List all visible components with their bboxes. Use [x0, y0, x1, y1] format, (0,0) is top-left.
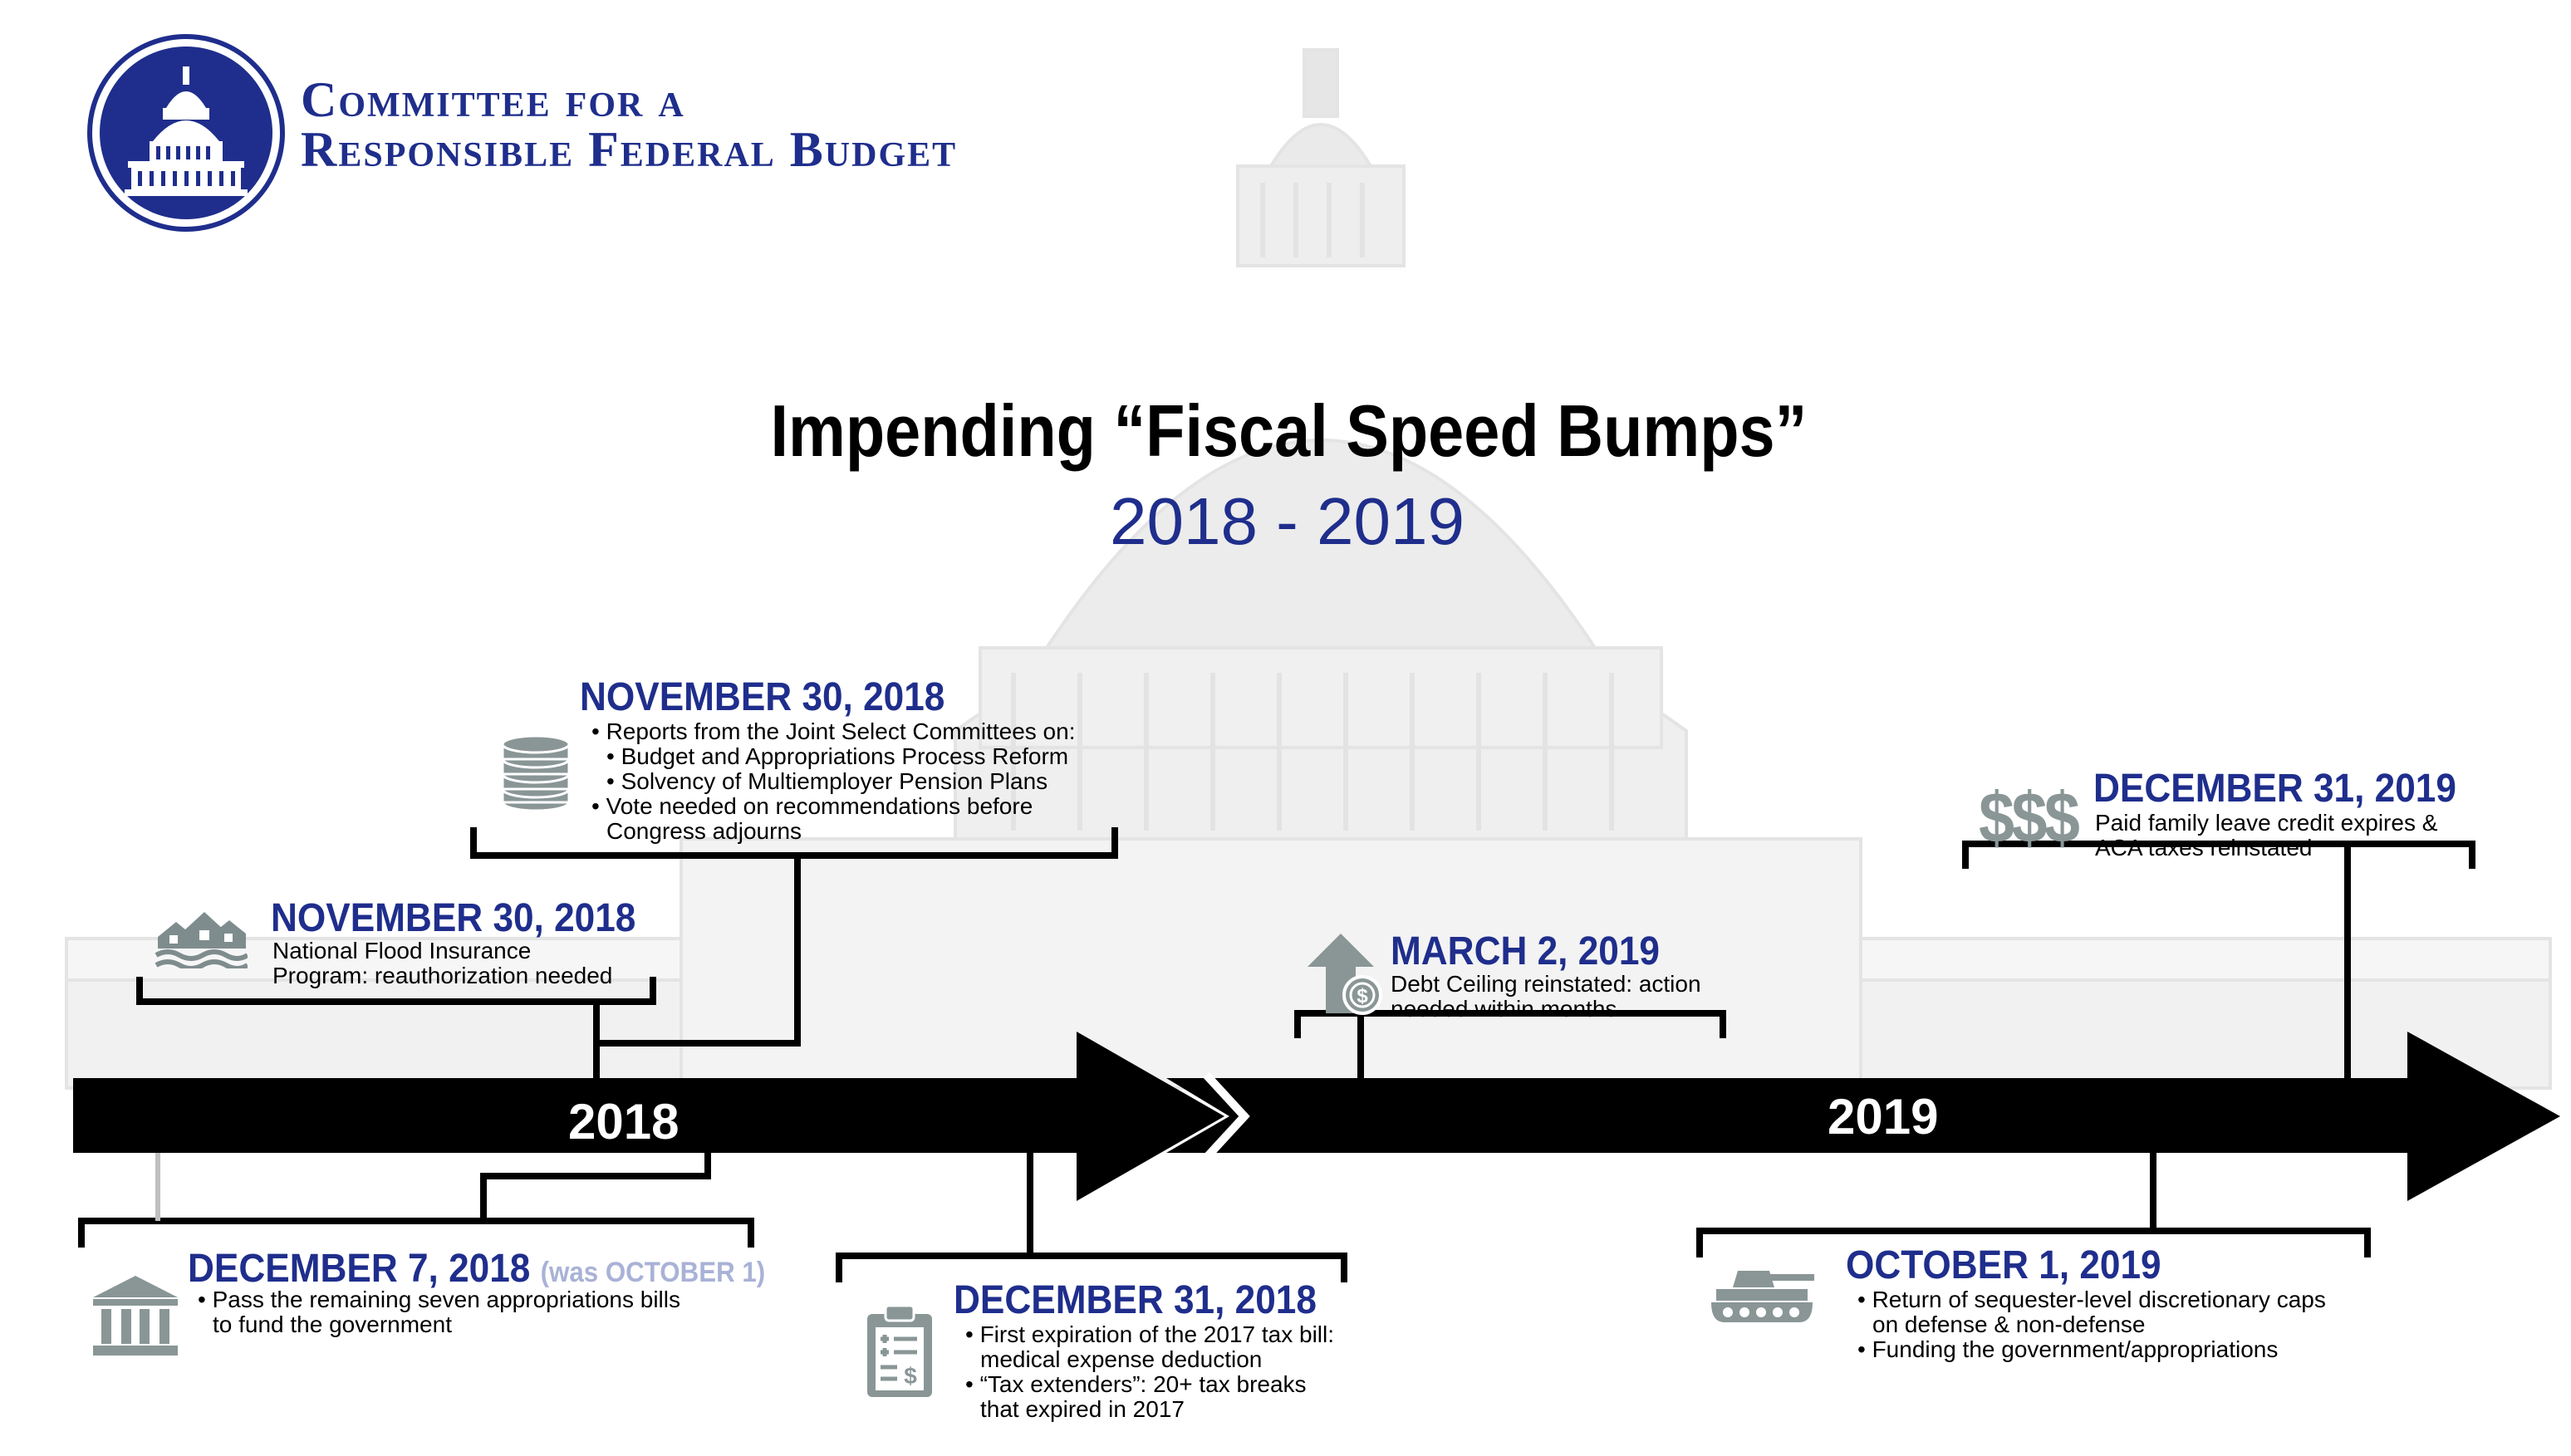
event-date-flood: NOVEMBER 30, 2018 — [271, 896, 636, 940]
event-line: • Funding the government/appropriations — [1857, 1336, 2279, 1362]
event-line: • Vote needed on recommendations before — [591, 793, 1033, 819]
event-line: to fund the government — [213, 1311, 452, 1337]
brand-name-line2: Responsible Federal Budget — [301, 122, 958, 177]
event-text-tax — [965, 1322, 1334, 1422]
event-date-approps-text: DECEMBER 7, 2018 — [188, 1247, 531, 1291]
event-line: needed within months — [1391, 996, 1617, 1022]
event-date-debt: MARCH 2, 2019 — [1391, 929, 1660, 973]
event-line: • First expiration of the 2017 tax bill: — [965, 1321, 1335, 1347]
event-text-caps — [1857, 1287, 2326, 1362]
event-line: • Return of sequester-level discretionary caps — [1857, 1287, 2326, 1312]
event-date-caps: OCTOBER 1, 2019 — [1846, 1243, 2161, 1287]
event-line: • Solvency of Multiemployer Pension Plans — [606, 768, 1048, 794]
event-date-jsc: NOVEMBER 30, 2018 — [580, 675, 945, 719]
event-line: Paid family leave credit expires & — [2095, 810, 2438, 836]
event-line: on defense & non-defense — [1872, 1311, 2146, 1337]
event-line: medical expense deduction — [980, 1346, 1263, 1372]
bracket-approps — [81, 1221, 751, 1248]
event-text-jsc — [591, 719, 1075, 844]
event-line: ACA taxes reinstated — [2095, 835, 2313, 860]
event-date-approps-note: (was OCTOBER 1) — [540, 1257, 766, 1288]
page-title: Impending “Fiscal Speed Bumps” — [770, 390, 1808, 472]
event-text-flood — [272, 939, 612, 988]
page-subtitle: 2018 - 2019 — [1109, 484, 1465, 558]
flooded-houses-icon — [155, 909, 248, 968]
event-line: that expired in 2017 — [980, 1396, 1185, 1422]
brand-name-line1: Committee for a — [301, 72, 685, 127]
event-text-approps — [198, 1287, 680, 1337]
coin-stack-icon — [498, 733, 573, 812]
event-line: National Flood Insurance — [272, 938, 532, 963]
event-line: • Pass the remaining seven appropriations bills — [198, 1287, 680, 1312]
tank-icon — [1708, 1264, 1816, 1324]
event-date-leave: DECEMBER 31, 2019 — [2093, 767, 2456, 811]
event-line: Program: reauthorization needed — [272, 963, 613, 988]
event-text-leave — [2095, 811, 2437, 860]
event-date-approps — [188, 1246, 765, 1292]
year-label-2018: 2018 — [568, 1094, 680, 1150]
event-line: • Budget and Appropriations Process Reform — [606, 743, 1069, 769]
event-line: Congress adjourns — [606, 818, 802, 844]
event-line: • Reports from the Joint Select Committees on: — [591, 718, 1076, 744]
event-line: Debt Ceiling reinstated: action — [1391, 971, 1701, 997]
dollar-signs-icon: $$$ — [1979, 778, 2078, 858]
event-date-tax: DECEMBER 31, 2018 — [954, 1278, 1317, 1322]
event-text-debt — [1391, 972, 1701, 1022]
event-line: • “Tax extenders”: 20+ tax breaks — [965, 1371, 1307, 1397]
year-label-2019: 2019 — [1828, 1089, 1939, 1145]
up-arrow-dollar-icon — [1306, 932, 1386, 1015]
government-building-icon — [90, 1274, 181, 1357]
svg-text:$: $ — [904, 1363, 917, 1389]
svg-text:$: $ — [1357, 985, 1368, 1007]
clipboard-dollar-icon — [864, 1304, 935, 1399]
